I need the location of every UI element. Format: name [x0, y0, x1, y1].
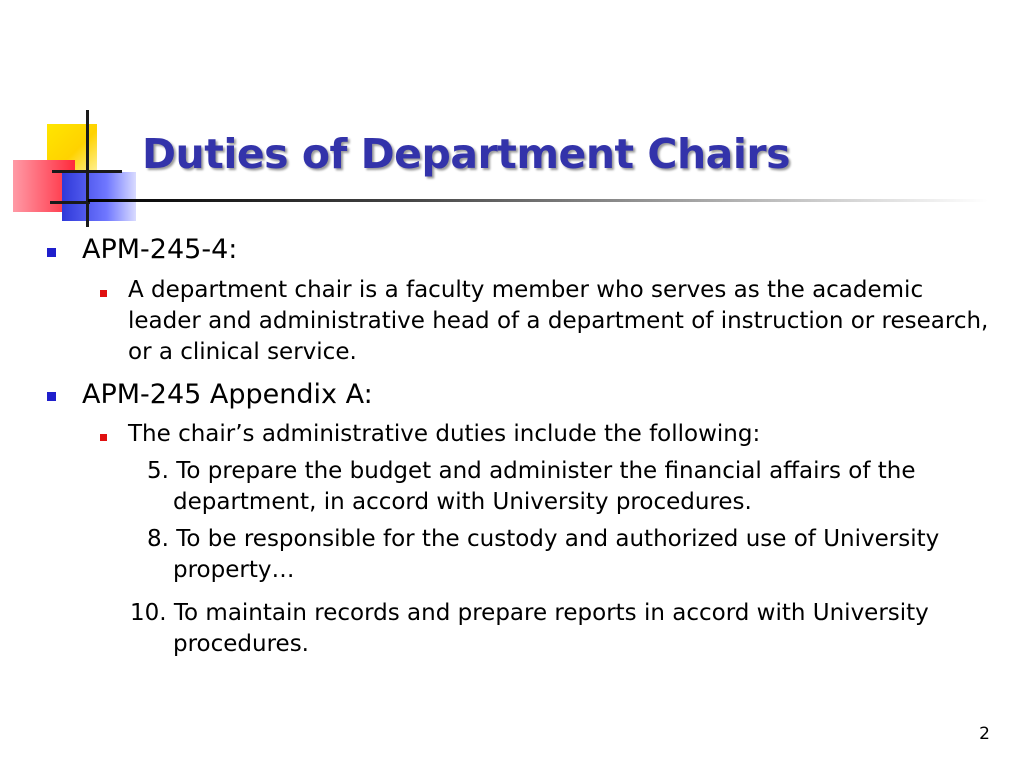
section-item: A department chair is a faculty member who serves as the academic leader and administrative head of a department of instruction or research, or a clinical service. — [128, 277, 989, 365]
decorative-logo-squares — [0, 0, 150, 230]
duty-item: 10. To maintain records and prepare reports in accord with University procedures. — [130, 600, 929, 657]
horizontal-line — [52, 170, 122, 173]
section-item: The chair’s administrative duties include the following: — [128, 421, 761, 447]
duty-item: 8. To be responsible for the custody and authorized use of University property… — [147, 526, 940, 583]
page-number: 2 — [979, 724, 990, 744]
slide-title: Duties of Department Chairs — [142, 130, 791, 178]
section-heading: APM-245 Appendix A: — [82, 379, 373, 410]
duty-item: 5. To prepare the budget and administer the financial affairs of the department, in accord with University procedures. — [147, 458, 916, 515]
horizontal-line — [50, 201, 90, 204]
bullet-square-icon — [100, 290, 107, 297]
title-underline — [88, 199, 988, 202]
section-heading: APM-245-4: — [82, 234, 238, 265]
blue-square — [62, 172, 136, 221]
vertical-line — [86, 110, 89, 227]
bullet-square-icon — [47, 392, 56, 401]
bullet-square-icon — [47, 248, 56, 257]
bullet-square-icon — [100, 434, 107, 441]
